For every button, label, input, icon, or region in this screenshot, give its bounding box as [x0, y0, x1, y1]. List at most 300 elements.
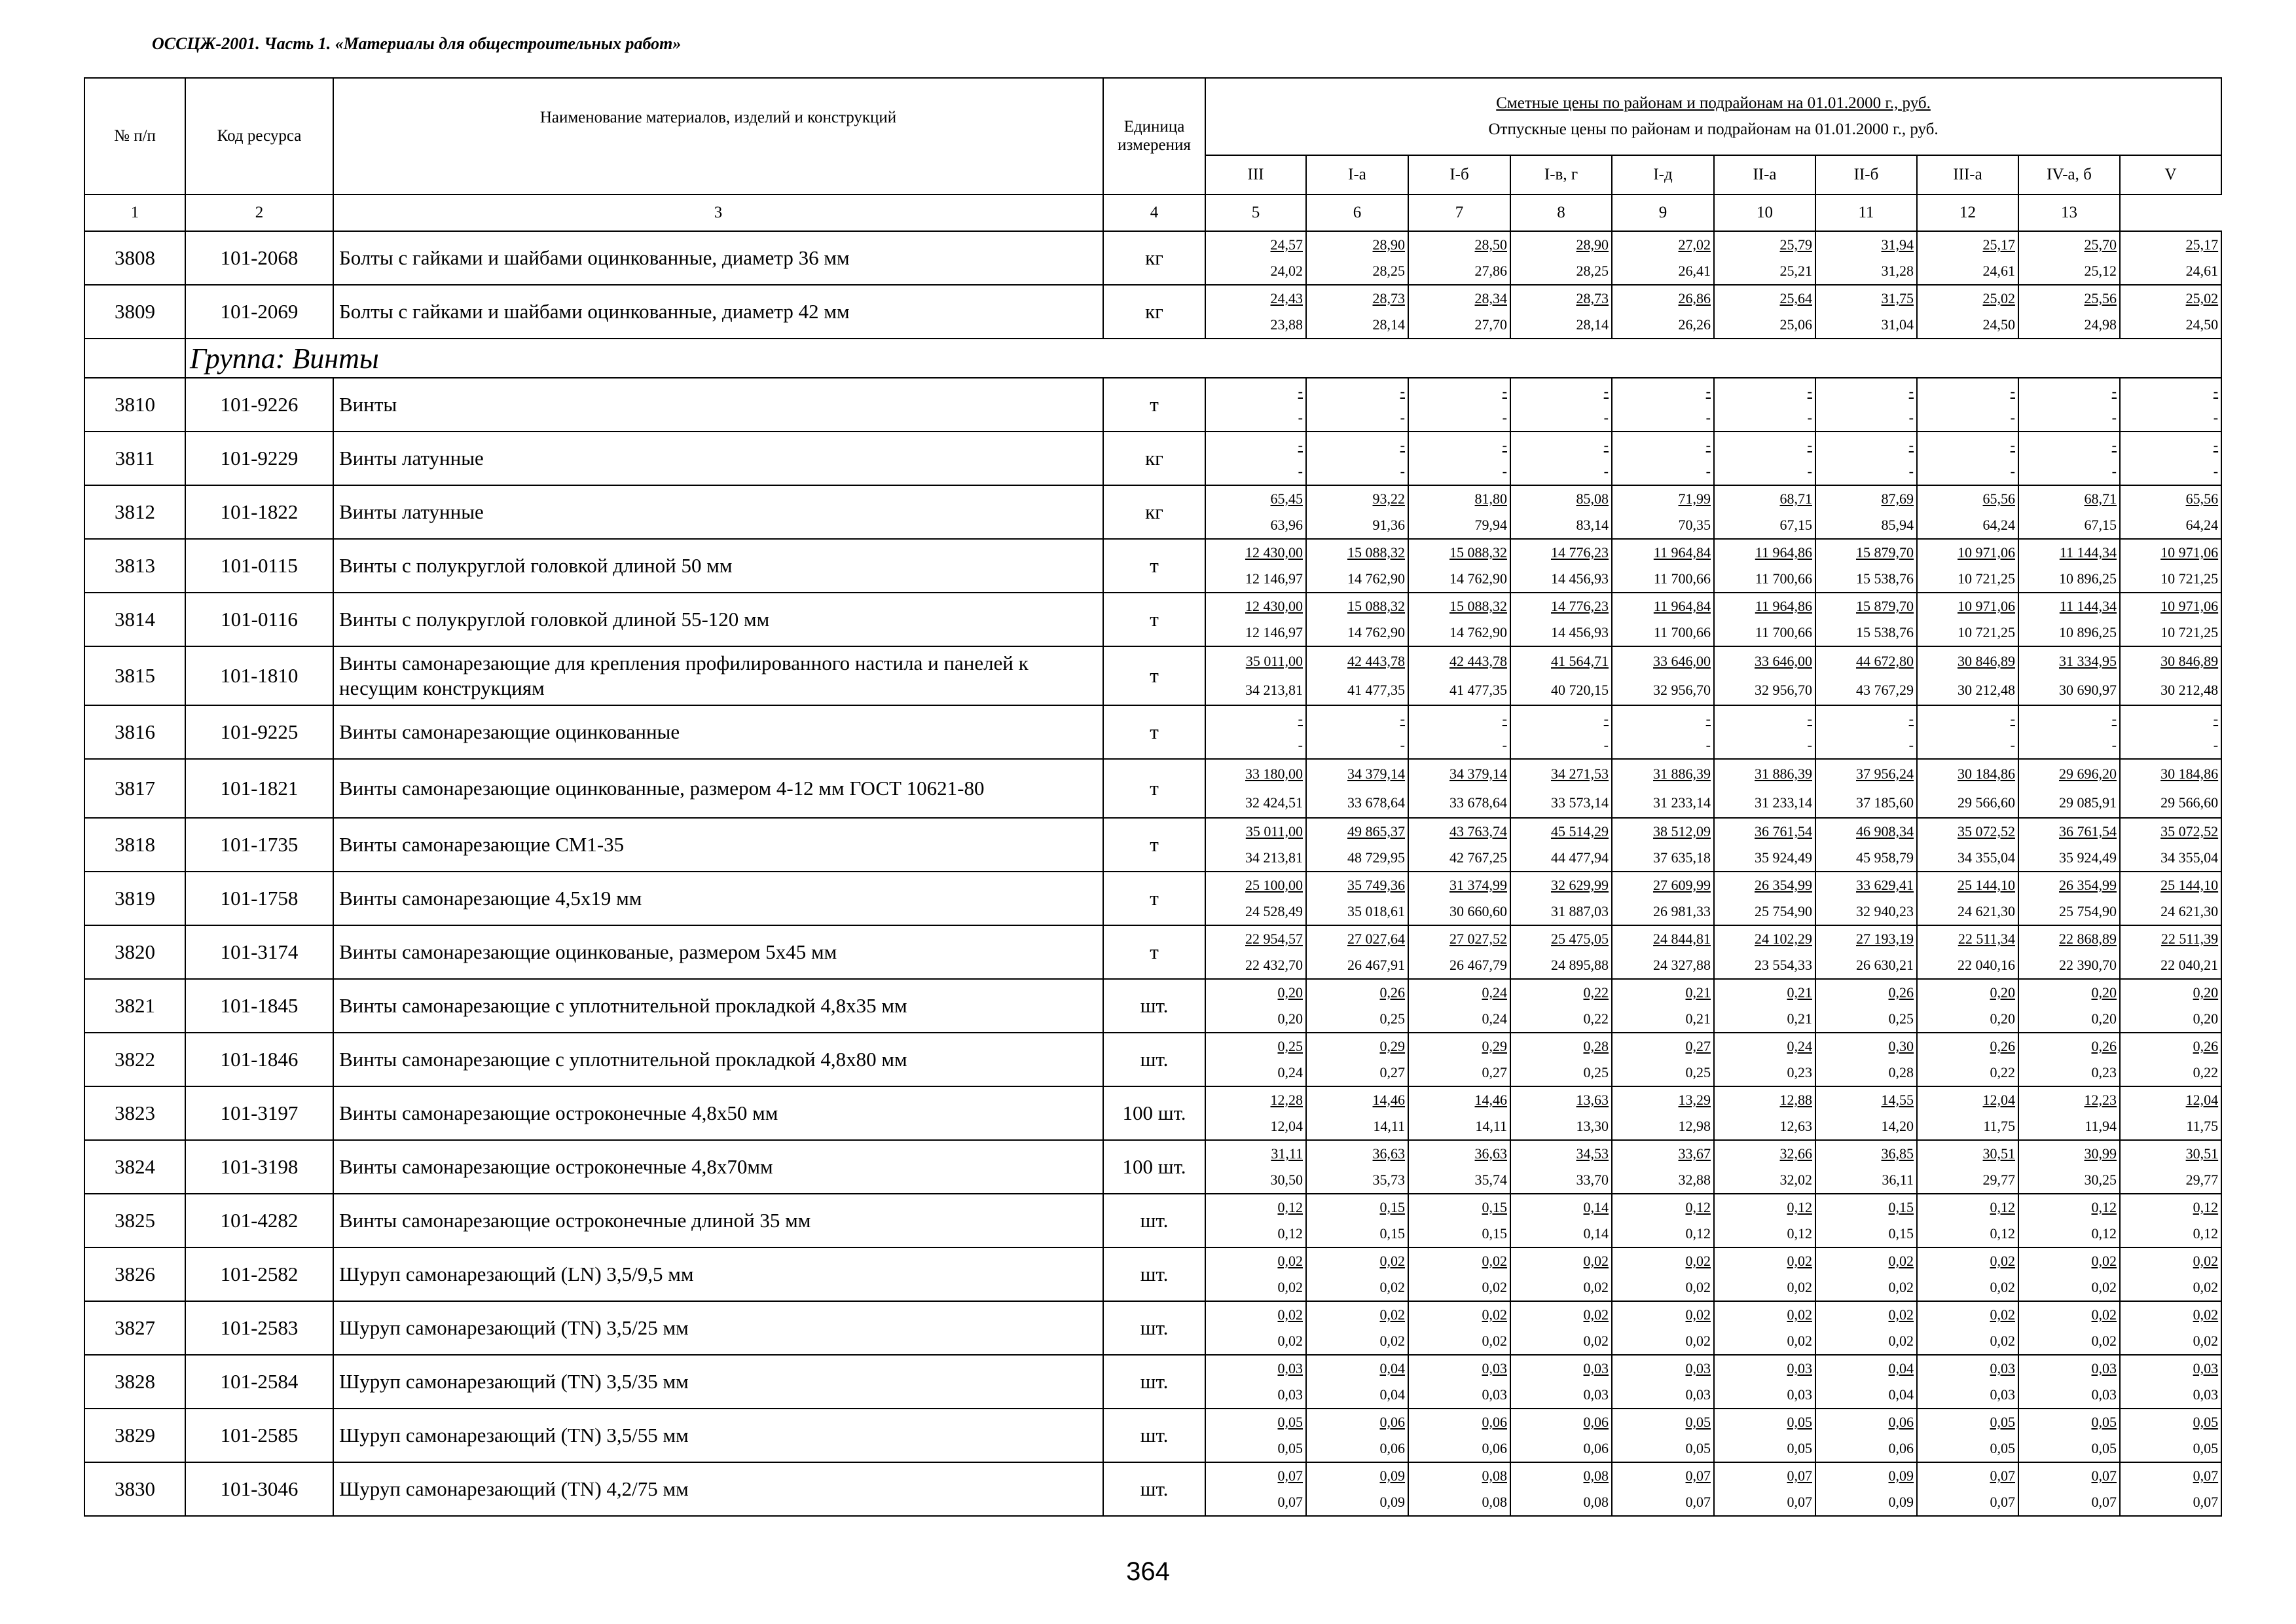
estimate-price: 43 763,74: [1449, 823, 1507, 840]
price-cell: [1612, 285, 1714, 339]
unit-of-measure: кг: [1103, 231, 1205, 285]
release-price: 0,15: [1482, 1225, 1507, 1242]
estimate-price: -: [2010, 383, 2015, 399]
price-cell: [1612, 872, 1714, 925]
estimate-price: 12,88: [1779, 1092, 1812, 1108]
price-cell: [1815, 432, 1917, 485]
price-cell: [1815, 979, 1917, 1033]
prices-line-2: Отпускные цены по районам и подрайонам на 01.01.2000 г., руб.: [1488, 120, 1939, 138]
release-price: 10 721,25: [2160, 624, 2219, 640]
price-cell: [2018, 285, 2120, 339]
estimate-price: 11 964,84: [1653, 544, 1711, 561]
row-number: 3823: [84, 1086, 185, 1140]
release-price: 0,05: [1685, 1440, 1711, 1456]
estimate-price: 0,07: [1685, 1467, 1711, 1484]
release-price: 24 327,88: [1653, 957, 1711, 973]
estimate-price: 0,12: [2193, 1199, 2219, 1215]
price-cell: [1714, 1247, 1815, 1301]
estimate-price: 33 646,00: [1653, 653, 1711, 669]
price-cell: [1510, 1086, 1612, 1140]
estimate-price: 26 354,99: [2059, 877, 2117, 893]
price-cell: [2018, 1194, 2120, 1247]
price-cell: [1306, 593, 1408, 646]
price-cell: [1917, 1140, 2018, 1194]
column-number: 4: [1103, 194, 1205, 231]
price-cell: [1510, 705, 1612, 759]
row-number: 3829: [84, 1409, 185, 1462]
row-number: 3819: [84, 872, 185, 925]
price-cell: [1714, 705, 1815, 759]
price-cell: [1306, 872, 1408, 925]
release-price: 26 467,79: [1449, 957, 1507, 973]
release-price: 30 660,60: [1449, 903, 1507, 919]
release-price: 0,02: [2193, 1333, 2219, 1349]
price-cell: [1714, 485, 1815, 539]
price-cell: [2018, 872, 2120, 925]
region-header: III: [1205, 155, 1306, 194]
release-price: 70,35: [1678, 517, 1711, 533]
resource-code: 101-2069: [185, 285, 333, 339]
estimate-price: 14 776,23: [1551, 598, 1609, 614]
estimate-price: -: [2111, 383, 2117, 399]
row-number: 3812: [84, 485, 185, 539]
estimate-price: 0,07: [1990, 1467, 2015, 1484]
estimate-price: 36,85: [1881, 1145, 1914, 1162]
table-row: [84, 285, 2221, 339]
unit-of-measure: 100 шт.: [1103, 1086, 1205, 1140]
price-cell: [2120, 593, 2221, 646]
price-cell: [1714, 925, 1815, 979]
release-price: 31,04: [1881, 316, 1914, 333]
price-cell: [1917, 1194, 2018, 1247]
price-cell: [2120, 1086, 2221, 1140]
price-cell: [2120, 285, 2221, 339]
release-price: 10 721,25: [1958, 570, 2015, 587]
estimate-price: 41 564,71: [1551, 653, 1609, 669]
table-row: [84, 1194, 2221, 1247]
release-price: 26 630,21: [1856, 957, 1914, 973]
release-price: 0,02: [1787, 1333, 1812, 1349]
price-cell: [1205, 285, 1306, 339]
release-price: -: [2111, 737, 2117, 753]
estimate-price: 24 844,81: [1653, 931, 1711, 947]
release-price: 34 355,04: [2160, 849, 2219, 866]
unit-of-measure: 100 шт.: [1103, 1140, 1205, 1194]
release-price: 12 146,97: [1245, 570, 1303, 587]
estimate-price: 0,21: [1787, 984, 1812, 1001]
resource-code: 101-1822: [185, 485, 333, 539]
release-price: 0,02: [1990, 1279, 2015, 1295]
price-cell: [1917, 1355, 2018, 1409]
release-price: 26,26: [1678, 316, 1711, 333]
price-cell: [1612, 539, 1714, 593]
price-cell: [1306, 1140, 1408, 1194]
estimate-price: -: [1502, 437, 1507, 453]
price-cell: [1815, 925, 1917, 979]
estimate-price: 0,09: [1888, 1467, 1914, 1484]
estimate-price: 36 761,54: [2059, 823, 2117, 840]
release-price: -: [1603, 409, 1609, 426]
table-row: [84, 1409, 2221, 1462]
release-price: -: [1298, 737, 1303, 753]
price-cell: [1917, 539, 2018, 593]
estimate-price: 0,03: [2091, 1360, 2117, 1376]
release-price: 22 040,16: [1958, 957, 2015, 973]
price-cell: [1815, 231, 1917, 285]
estimate-price: 12 430,00: [1245, 544, 1303, 561]
release-price: 0,02: [1379, 1279, 1405, 1295]
release-price: 0,03: [1583, 1386, 1609, 1403]
material-name: Винты самонарезающие для крепления профилированного настила и панелей к несущим конструкциям: [333, 646, 1103, 705]
material-name: Винты самонарезающие оцинкованные, размером 4-12 мм ГОСТ 10621-80: [333, 759, 1103, 818]
estimate-price: 14 776,23: [1551, 544, 1609, 561]
price-cell: [1612, 432, 1714, 485]
price-cell: [1612, 705, 1714, 759]
release-price: 28,25: [1372, 263, 1405, 279]
price-cell: [2120, 231, 2221, 285]
material-name: Винты самонарезающие СМ1-35: [333, 818, 1103, 872]
estimate-price: 11 964,86: [1755, 598, 1812, 614]
release-price: 0,25: [1888, 1010, 1914, 1027]
price-cell: [1205, 979, 1306, 1033]
row-number: 3822: [84, 1033, 185, 1086]
estimate-price: 34 379,14: [1347, 766, 1405, 782]
price-cell: [2018, 231, 2120, 285]
estimate-price: 0,24: [1482, 984, 1507, 1001]
material-name: Винты: [333, 378, 1103, 432]
estimate-price: 0,02: [1277, 1253, 1303, 1269]
release-price: 41 477,35: [1347, 682, 1405, 698]
release-price: 33 678,64: [1347, 794, 1405, 811]
estimate-price: 35 072,52: [1958, 823, 2015, 840]
unit-of-measure: т: [1103, 705, 1205, 759]
price-cell: [1306, 1462, 1408, 1516]
estimate-price: -: [1298, 383, 1303, 399]
unit-of-measure: т: [1103, 872, 1205, 925]
estimate-price: 0,02: [2091, 1306, 2117, 1323]
price-cell: [1510, 539, 1612, 593]
release-price: 35 924,49: [1755, 849, 1812, 866]
price-cell: [1408, 646, 1510, 705]
group-title: Группа: Винты: [185, 339, 2221, 378]
release-price: 0,02: [1888, 1279, 1914, 1295]
material-name: Болты с гайками и шайбами оцинкованные, диаметр 36 мм: [333, 231, 1103, 285]
estimate-price: 14,46: [1474, 1092, 1507, 1108]
price-cell: [1205, 231, 1306, 285]
estimate-price: 0,02: [2193, 1306, 2219, 1323]
resource-code: 101-2583: [185, 1301, 333, 1355]
unit-of-measure: кг: [1103, 432, 1205, 485]
release-price: 0,02: [1583, 1333, 1609, 1349]
release-price: 28,14: [1576, 316, 1609, 333]
region-header: I-б: [1408, 155, 1510, 194]
price-cell: [1510, 1355, 1612, 1409]
price-cell: [2120, 646, 2221, 705]
price-cell: [1815, 1086, 1917, 1140]
price-cell: [1205, 539, 1306, 593]
release-price: 24 621,30: [2160, 903, 2219, 919]
unit-of-measure: шт.: [1103, 1247, 1205, 1301]
release-price: 37 635,18: [1653, 849, 1711, 866]
estimate-price: 0,05: [1277, 1414, 1303, 1430]
price-cell: [2018, 705, 2120, 759]
price-cell: [1408, 872, 1510, 925]
release-price: 26 981,33: [1653, 903, 1711, 919]
price-cell: [1408, 1301, 1510, 1355]
release-price: 0,09: [1379, 1494, 1405, 1510]
release-price: 0,22: [1990, 1064, 2015, 1080]
table-row: [84, 1301, 2221, 1355]
page-number: 364: [1126, 1557, 1170, 1586]
price-cell: [1408, 593, 1510, 646]
release-price: 14 456,93: [1551, 624, 1609, 640]
estimate-price: 34 379,14: [1449, 766, 1507, 782]
estimate-price: 31 334,95: [2059, 653, 2117, 669]
release-price: 22 040,21: [2160, 957, 2219, 973]
price-cell: [2120, 485, 2221, 539]
price-cell: [1205, 1409, 1306, 1462]
estimate-price: -: [1908, 383, 1914, 399]
estimate-price: 30 846,89: [2160, 653, 2219, 669]
price-cell: [1408, 705, 1510, 759]
estimate-price: -: [1400, 383, 1405, 399]
price-cell: [1205, 646, 1306, 705]
price-cell: [1306, 231, 1408, 285]
price-cell: [1612, 1033, 1714, 1086]
release-price: 0,12: [1990, 1225, 2015, 1242]
price-cell: [1917, 705, 2018, 759]
estimate-price: 25,17: [1982, 236, 2015, 253]
estimate-price: 0,12: [1990, 1199, 2015, 1215]
estimate-price: 0,02: [1379, 1253, 1405, 1269]
estimate-price: 0,07: [2193, 1467, 2219, 1484]
release-price: 0,02: [1277, 1333, 1303, 1349]
estimate-price: 10 971,06: [2160, 544, 2219, 561]
price-cell: [1714, 593, 1815, 646]
estimate-price: 14,55: [1881, 1092, 1914, 1108]
release-price: 14 762,90: [1449, 624, 1507, 640]
price-cell: [1306, 1086, 1408, 1140]
price-cell: [2120, 1409, 2221, 1462]
release-price: -: [1400, 409, 1405, 426]
unit-of-measure: т: [1103, 646, 1205, 705]
price-cell: [1714, 432, 1815, 485]
estimate-price: 30 184,86: [1958, 766, 2015, 782]
row-number: 3811: [84, 432, 185, 485]
resource-code: 101-0115: [185, 539, 333, 593]
price-cell: [1714, 1301, 1815, 1355]
price-cell: [2120, 1462, 2221, 1516]
estimate-price: 22 511,34: [1958, 931, 2015, 947]
price-cell: [1306, 979, 1408, 1033]
release-price: 11 700,66: [1653, 624, 1711, 640]
estimate-price: 0,15: [1379, 1199, 1405, 1215]
price-cell: [1205, 1462, 1306, 1516]
estimate-price: 0,02: [1482, 1253, 1507, 1269]
estimate-price: 0,06: [1888, 1414, 1914, 1430]
region-header: II-а: [1714, 155, 1815, 194]
price-cell: [1510, 1033, 1612, 1086]
resource-code: 101-4282: [185, 1194, 333, 1247]
estimate-price: 35 011,00: [1245, 823, 1303, 840]
estimate-price: -: [1400, 437, 1405, 453]
estimate-price: 22 954,57: [1245, 931, 1303, 947]
release-price: 85,94: [1881, 517, 1914, 533]
estimate-price: -: [1705, 437, 1711, 453]
price-cell: [1917, 646, 2018, 705]
unit-of-measure: шт.: [1103, 1355, 1205, 1409]
price-cell: [2120, 759, 2221, 818]
price-cell: [1917, 1462, 2018, 1516]
release-price: 67,15: [2084, 517, 2117, 533]
header-unit: Единица измерения: [1103, 78, 1205, 194]
resource-code: 101-1810: [185, 646, 333, 705]
price-cell: [1917, 593, 2018, 646]
release-price: 0,06: [1379, 1440, 1405, 1456]
price-cell: [1306, 1355, 1408, 1409]
price-cell: [1205, 1247, 1306, 1301]
release-price: 0,21: [1685, 1010, 1711, 1027]
release-price: -: [1298, 463, 1303, 479]
release-price: 0,25: [1379, 1010, 1405, 1027]
price-cell: [2120, 925, 2221, 979]
price-cell: [1306, 485, 1408, 539]
price-cell: [1612, 1462, 1714, 1516]
release-price: 0,05: [1277, 1440, 1303, 1456]
estimate-price: 0,24: [1787, 1038, 1812, 1054]
price-cell: [2018, 1462, 2120, 1516]
price-cell: [1510, 979, 1612, 1033]
estimate-price: 0,09: [1379, 1467, 1405, 1484]
price-cell: [1917, 979, 2018, 1033]
release-price: 29 566,60: [2160, 794, 2219, 811]
estimate-price: 71,99: [1678, 490, 1711, 507]
price-cell: [1612, 1194, 1714, 1247]
estimate-price: 0,02: [1685, 1253, 1711, 1269]
price-cell: [1510, 1462, 1612, 1516]
price-cell: [1408, 1462, 1510, 1516]
estimate-price: 25 144,10: [2160, 877, 2219, 893]
estimate-price: 11 964,86: [1755, 544, 1812, 561]
release-price: 44 477,94: [1551, 849, 1609, 866]
row-number: 3824: [84, 1140, 185, 1194]
unit-of-measure: шт.: [1103, 1409, 1205, 1462]
estimate-price: 42 443,78: [1347, 653, 1405, 669]
estimate-price: 27,02: [1678, 236, 1711, 253]
price-cell: [2018, 1301, 2120, 1355]
price-cell: [1408, 1194, 1510, 1247]
region-header: I-в, г: [1510, 155, 1612, 194]
release-price: -: [2213, 463, 2219, 479]
estimate-price: -: [1807, 383, 1812, 399]
estimate-price: 0,08: [1482, 1467, 1507, 1484]
estimate-price: 0,02: [1379, 1306, 1405, 1323]
release-price: 30 212,48: [2160, 682, 2219, 698]
release-price: -: [1502, 737, 1507, 753]
region-header: V: [2120, 155, 2221, 194]
estimate-price: 12,04: [1982, 1092, 2015, 1108]
header-name: Наименование материалов, изделий и конструкций: [333, 78, 1103, 194]
estimate-price: 15 088,32: [1449, 544, 1507, 561]
release-price: 11 700,66: [1755, 624, 1812, 640]
column-number: 12: [1917, 194, 2018, 231]
release-price: 0,02: [1379, 1333, 1405, 1349]
release-price: 0,21: [1787, 1010, 1812, 1027]
release-price: 63,96: [1270, 517, 1303, 533]
estimate-price: 0,04: [1888, 1360, 1914, 1376]
release-price: -: [1908, 737, 1914, 753]
estimate-price: 87,69: [1881, 490, 1914, 507]
estimate-price: -: [1908, 437, 1914, 453]
price-cell: [1205, 378, 1306, 432]
price-cell: [1714, 1140, 1815, 1194]
estimate-price: 27 027,64: [1347, 931, 1405, 947]
release-price: -: [2111, 409, 2117, 426]
price-cell: [1815, 646, 1917, 705]
resource-code: 101-2068: [185, 231, 333, 285]
material-name: Винты с полукруглой головкой длиной 50 мм: [333, 539, 1103, 593]
release-price: 41 477,35: [1449, 682, 1507, 698]
row-number: 3820: [84, 925, 185, 979]
price-cell: [1612, 1086, 1714, 1140]
price-cell: [1917, 872, 2018, 925]
row-number: 3817: [84, 759, 185, 818]
estimate-price: 30 184,86: [2160, 766, 2219, 782]
estimate-price: 27 027,52: [1449, 931, 1507, 947]
estimate-price: 27 193,19: [1856, 931, 1914, 947]
table-row: [84, 593, 2221, 646]
material-name: Винты самонарезающие с уплотнительной прокладкой 4,8х80 мм: [333, 1033, 1103, 1086]
price-cell: [1612, 1140, 1714, 1194]
price-cell: [1815, 872, 1917, 925]
estimate-price: 28,73: [1372, 290, 1405, 306]
estimate-price: 0,20: [1277, 984, 1303, 1001]
estimate-price: 24,43: [1270, 290, 1303, 306]
unit-of-measure: шт.: [1103, 1194, 1205, 1247]
estimate-price: 65,56: [1982, 490, 2015, 507]
estimate-price: 0,12: [1277, 1199, 1303, 1215]
release-price: -: [2213, 409, 2219, 426]
group-num-cell: [84, 339, 185, 378]
column-number: 8: [1510, 194, 1612, 231]
column-number: 1: [84, 194, 185, 231]
estimate-price: 0,02: [1583, 1253, 1609, 1269]
release-price: 34 213,81: [1245, 682, 1303, 698]
release-price: 35 924,49: [2059, 849, 2117, 866]
price-cell: [1917, 231, 2018, 285]
release-price: 0,02: [1482, 1279, 1507, 1295]
release-price: -: [1908, 463, 1914, 479]
release-price: 12 146,97: [1245, 624, 1303, 640]
release-price: 0,02: [1990, 1333, 2015, 1349]
price-cell: [1714, 759, 1815, 818]
estimate-price: 0,02: [1277, 1306, 1303, 1323]
release-price: 30,25: [2084, 1172, 2117, 1188]
estimate-price: 25 144,10: [1958, 877, 2015, 893]
release-price: 0,05: [2091, 1440, 2117, 1456]
resource-code: 101-3197: [185, 1086, 333, 1140]
unit-of-measure: шт.: [1103, 1301, 1205, 1355]
release-price: 0,27: [1379, 1064, 1405, 1080]
release-price: 29 085,91: [2059, 794, 2117, 811]
release-price: 0,03: [1787, 1386, 1812, 1403]
row-number: 3816: [84, 705, 185, 759]
estimate-price: 29 696,20: [2059, 766, 2117, 782]
price-cell: [1510, 1140, 1612, 1194]
price-cell: [2120, 1247, 2221, 1301]
release-price: 79,94: [1474, 517, 1507, 533]
price-cell: [2018, 432, 2120, 485]
